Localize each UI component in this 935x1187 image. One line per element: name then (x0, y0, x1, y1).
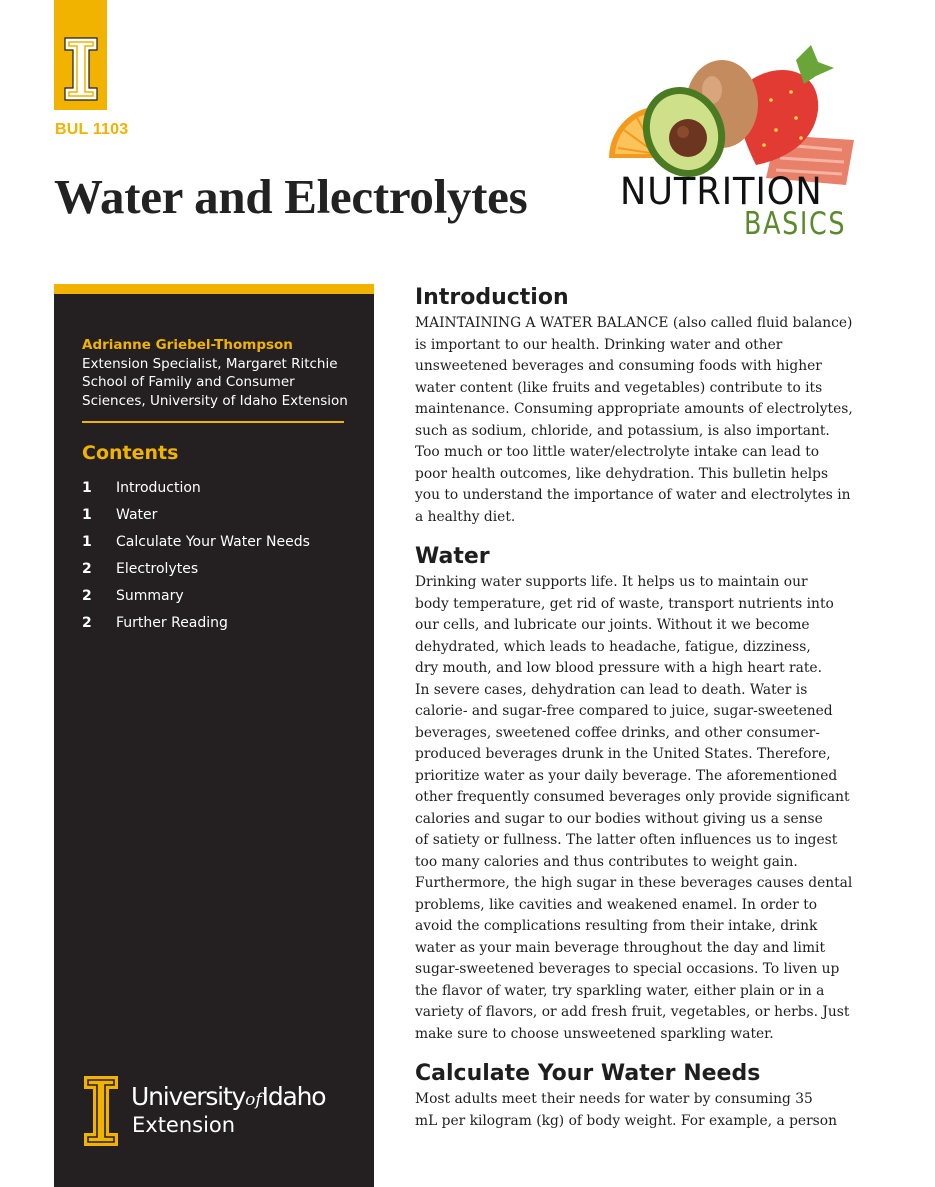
block-i-icon (63, 36, 99, 102)
university-name (131, 1082, 325, 1111)
university-name-of: of (245, 1090, 262, 1110)
author-block (82, 336, 362, 410)
toc-label: Introduction (116, 480, 201, 496)
series-logo-line2: BASICS (744, 206, 847, 242)
toc-label: Water (116, 507, 158, 523)
sidebar (54, 284, 374, 1187)
block-i-icon (82, 1074, 120, 1148)
section-heading: Calculate Your Water Needs (415, 1061, 761, 1086)
university-name-part2: Idaho (261, 1082, 326, 1111)
toc-page-number: 1 (82, 507, 92, 523)
section-calculate-water-needs (415, 1059, 865, 1132)
toc-label: Further Reading (116, 615, 228, 631)
toc-item[interactable] (82, 480, 310, 507)
main-content (415, 283, 865, 1132)
university-unit: Extension (132, 1113, 236, 1137)
toc-item[interactable] (82, 561, 310, 588)
toc-page-number: 1 (82, 480, 92, 496)
university-tab (54, 0, 107, 110)
section-body: Drinking water supports life. It helps us to maintain our body temperature, get rid of waste, transport nutrients into our cells, and lubricate our joints. Without it we become dehydrated, which leads to headache, fatigue, dizziness, dry mouth, and low blood pressure with a high heart rate. In severe cases, dehydration can lead to death. Water is calorie- and sugar-free compared to juice, sugar-sweetened beverages, sweetened coffee drinks, and other consumer- produced beverages drunk in the United States. Therefore, prioritize water as your daily beverage. The aforementioned other frequently consumed beverages only provide significant calories and sugar to our bodies without giving us a sense of satiety or fullness. The latter often influences us to ingest too many calories and thus contributes to weight gain. Furthermore, the high sugar in these beverages causes dental problems, like cavities and weakened enamel. In order to avoid the complications resulting from their intake, drink water as your main beverage throughout the day and limit sugar-sweetened beverages to special occasions. To liven up the flavor of water, try sparkling water, either plain or in a variety of flavors, or add fresh fruit, vegetables, or herbs. Just make sure to choose unsweetened sparkling water. (415, 574, 853, 1042)
section-water (415, 542, 865, 1045)
toc-item[interactable] (82, 588, 310, 615)
divider (82, 421, 344, 423)
toc-page-number: 1 (82, 534, 92, 550)
toc-label: Summary (116, 588, 184, 604)
toc-page-number: 2 (82, 615, 92, 631)
university-of-idaho-logo (82, 1074, 352, 1149)
toc-page-number: 2 (82, 588, 92, 604)
section-body: MAINTAINING A WATER BALANCE (also called fluid balance) is important to our health. Drinking water and other unsweetened beverages and consuming foods with higher water content (like fruits and vegetables) contribute to its maintenance. Consuming appropriate amounts of electrolytes, such as sodium, chloride, and potassium, is also important. Too much or too little water/electrolyte intake can lead to poor health outcomes, like dehydration. This bulletin helps you to understand the importance of water and electrolytes in a healthy diet. (415, 315, 853, 525)
bulletin-number: BUL 1103 (55, 121, 129, 138)
toc-label: Electrolytes (116, 561, 199, 577)
series-logo-line1: NUTRITION (620, 170, 823, 213)
toc-label: Calculate Your Water Needs (116, 534, 310, 550)
toc-item[interactable] (82, 534, 310, 561)
page-title: Water and Electrolytes (54, 169, 528, 224)
contents-heading: Contents (82, 442, 179, 464)
section-heading: Introduction (415, 285, 569, 310)
toc-page-number: 2 (82, 561, 92, 577)
section-introduction (415, 283, 865, 528)
toc-item[interactable] (82, 507, 310, 534)
author-name: Adrianne Griebel-Thompson (82, 337, 293, 353)
author-affiliation: Extension Specialist, Margaret Ritchie School of Family and Consumer Sciences, University of Idaho Extension (82, 355, 348, 409)
university-name-part1: University (131, 1082, 246, 1111)
table-of-contents (82, 480, 310, 642)
section-body: Most adults meet their needs for water by consuming 35 mL per kilogram (kg) of body weight. For example, a person (415, 1091, 837, 1129)
toc-item[interactable] (82, 615, 310, 642)
section-heading: Water (415, 544, 490, 569)
fruit-vegetables-illustration-icon (606, 40, 866, 185)
